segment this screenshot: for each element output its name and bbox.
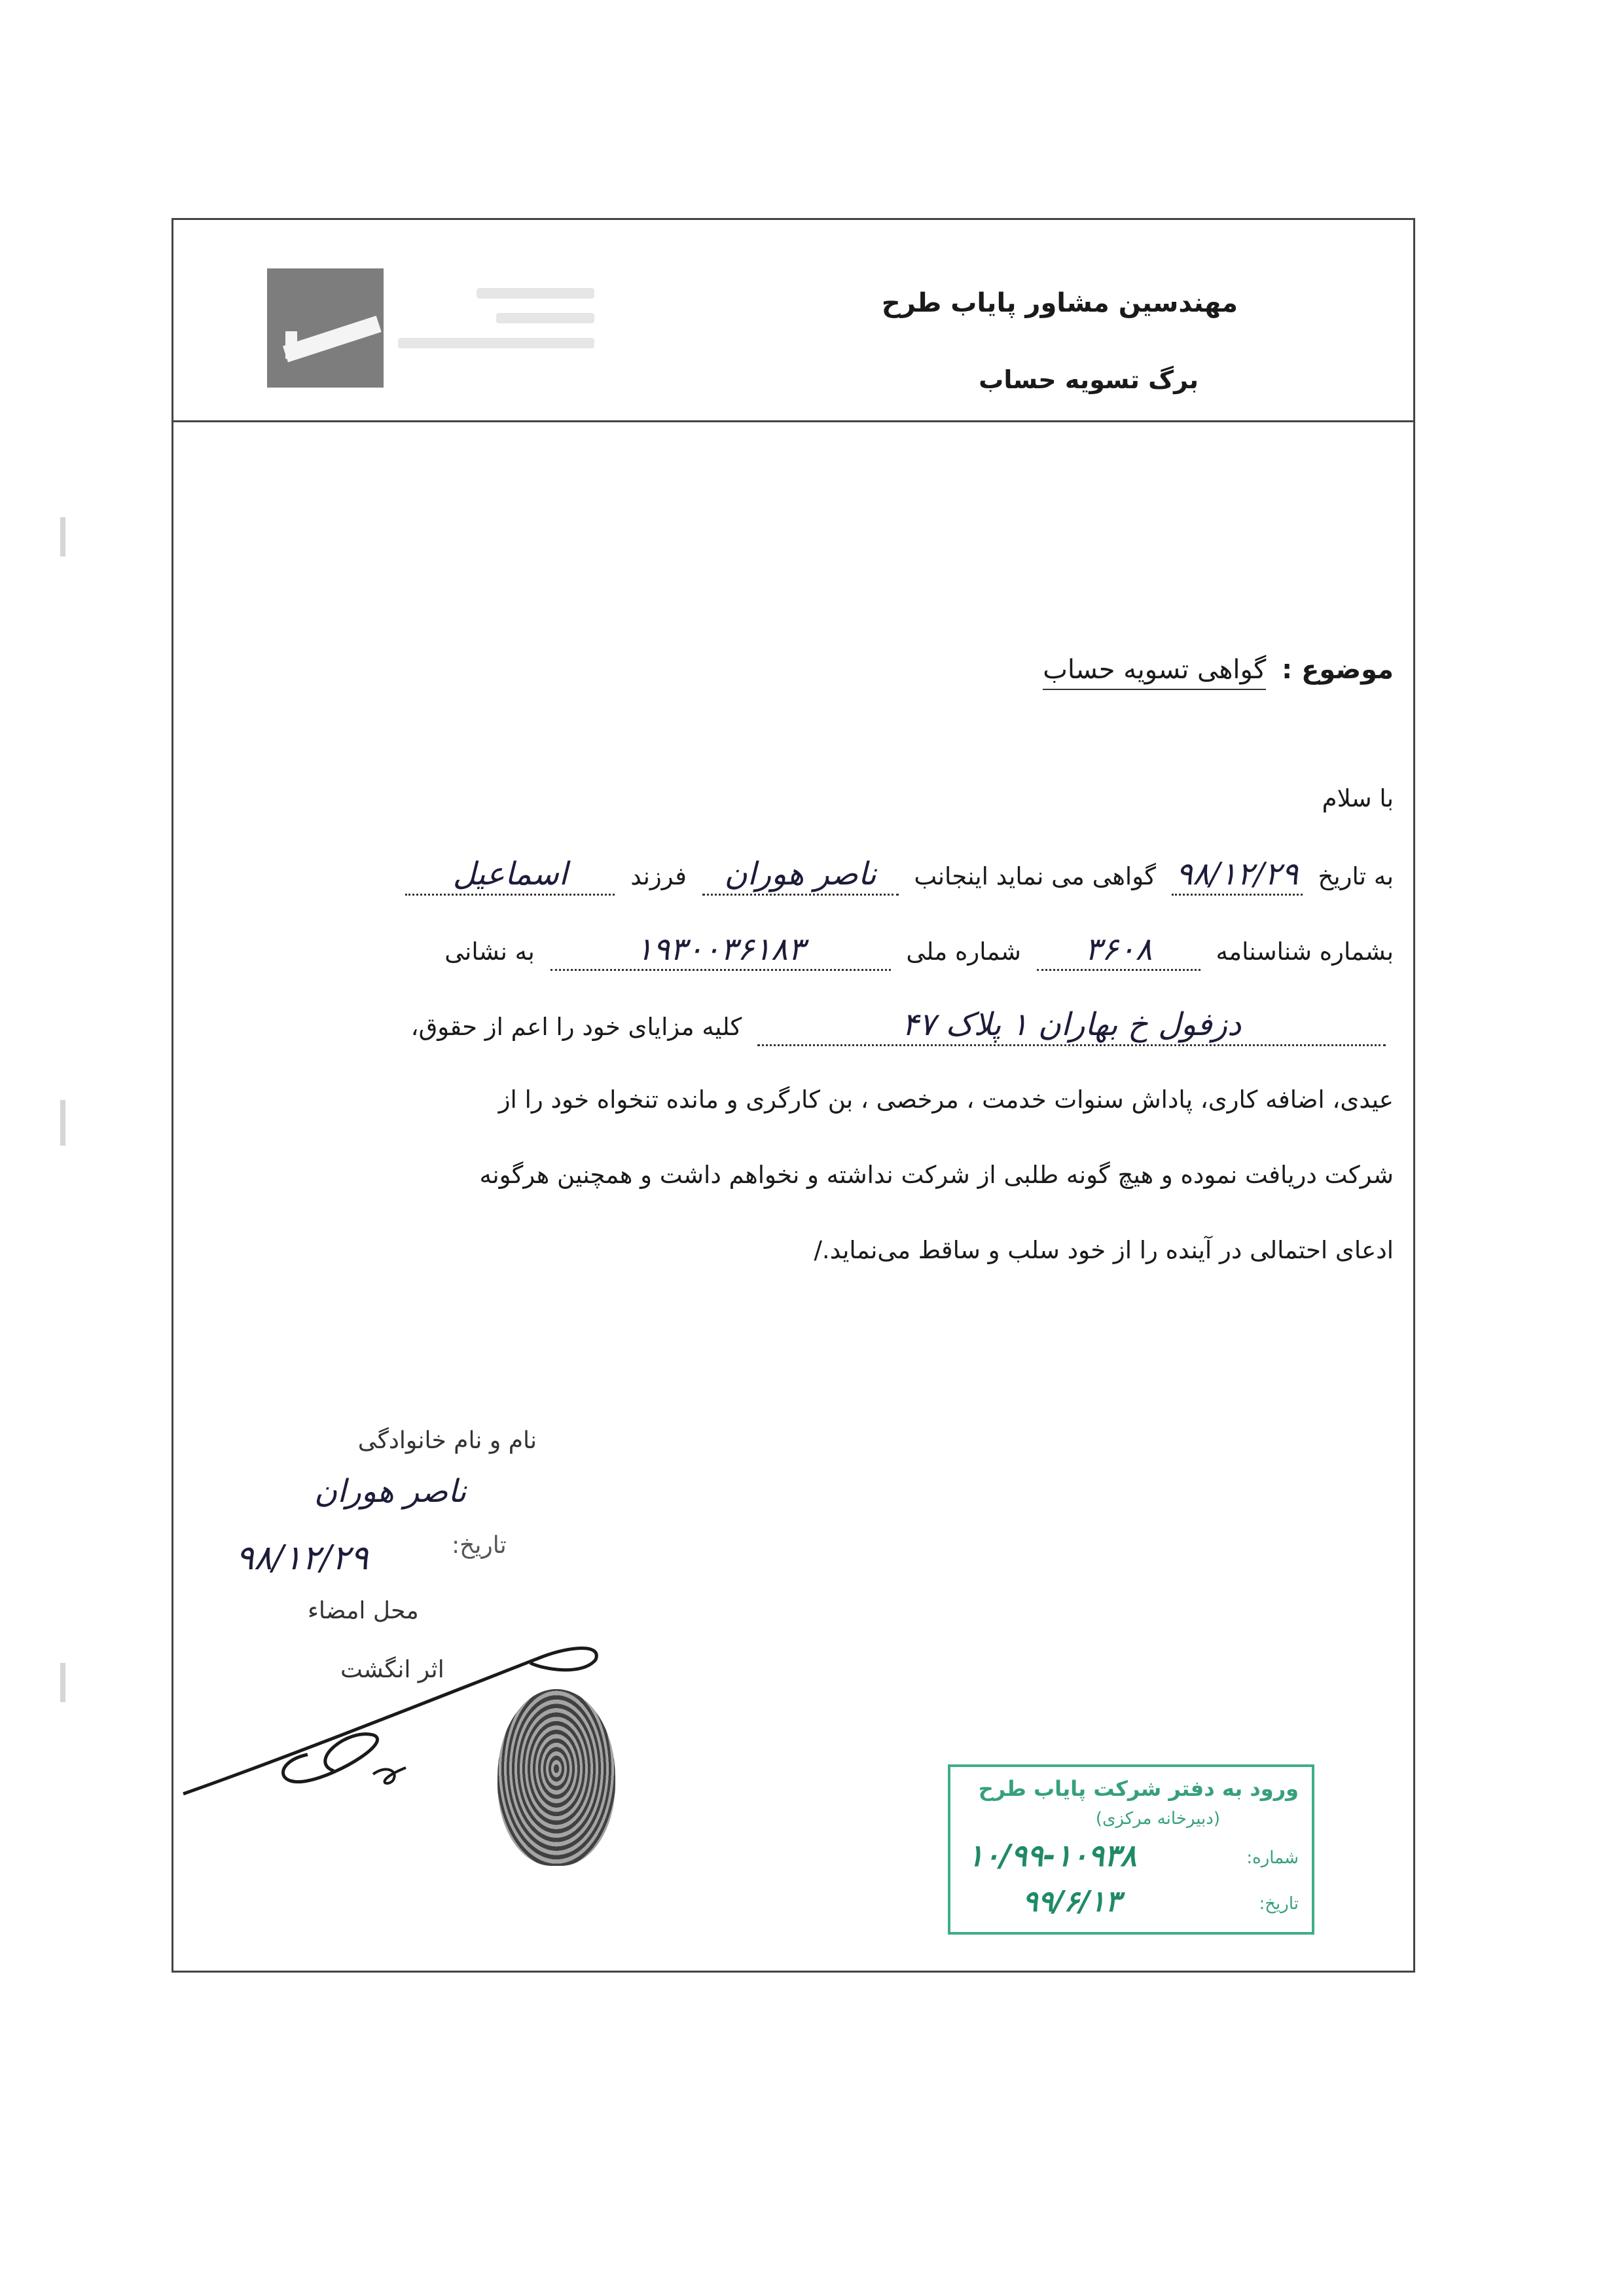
company-name: مهندسین مشاور پایاب طرح [881,288,1238,318]
body-line-1 [215,854,1394,930]
benefits-text: کلیه مزایای خود را اعم از حقوق، [410,1013,742,1041]
stamp-number-value: ۱۰/۹۹-۱۰۹۳۸ [967,1838,1137,1873]
company-logo [267,268,384,388]
national-id-label: شماره ملی [906,938,1021,966]
date-prefix: به تاریخ [1318,862,1394,890]
name-label: نام و نام خانوادگی [357,1427,537,1454]
subject-label: موضوع : [1282,655,1394,685]
stamp-date-value: ۹۹/۶/۱۳ [1022,1885,1121,1918]
stamp-subtitle: (دبیرخانه مرکزی) [1095,1809,1220,1829]
scan-artifact [60,517,65,556]
signer-name-handwritten: ناصر هوران [314,1473,467,1510]
greeting: با سلام [1322,784,1394,812]
greeting-line [215,779,1394,854]
child-of-label: فرزند [630,862,687,890]
scan-artifact [60,1100,65,1146]
name-handwritten: ناصر هوران [702,854,899,896]
date-handwritten: ۹۸/۱۲/۲۹ [1172,854,1303,896]
id-number-label: بشماره شناسنامه [1216,938,1394,966]
date-label: تاریخ: [452,1532,507,1559]
stamp-date-label: تاریخ: [1259,1894,1299,1914]
body-line-5: شرکت دریافت نموده و هیچ گونه طلبی از شرکت نداشته و نخواهم داشت و همچنین هرگونه [479,1161,1394,1189]
body-line-3 [215,1005,1394,1080]
form-title: برگ تسویه حساب [979,365,1199,394]
fingerprint [497,1689,615,1866]
certificate-body [215,779,1394,1306]
thumbprint-label: اثر انگشت [340,1656,444,1683]
subject-line [1043,655,1394,685]
father-name-handwritten: اسماعیل [405,854,615,896]
national-id-handwritten: ۱۹۳۰۰۳۶۱۸۳ [550,930,891,971]
faded-logo-text [398,288,594,386]
signature-date-handwritten: ۹۸/۱۲/۲۹ [236,1539,369,1578]
registration-stamp [948,1764,1314,1935]
scan-artifact [60,1663,65,1702]
stamp-number-label: شماره: [1246,1848,1299,1868]
stamp-title: ورود به دفتر شرکت پایاب طرح [978,1776,1299,1801]
certify-text: گواهی می نماید اینجانب [914,862,1156,890]
body-line-2 [215,930,1394,1005]
address-handwritten: دزفول خ بهاران ۱ پلاک ۴۷ [757,1005,1386,1046]
signature-block [236,1427,537,1454]
id-number-handwritten: ۳۶۰۸ [1037,930,1200,971]
body-line-6: ادعای احتمالی در آینده را از خود سلب و ساقط می‌نماید./ [814,1236,1394,1264]
subject-value: گواهی تسویه حساب [1043,655,1266,690]
address-label: به نشانی [444,938,535,966]
signature-place-label: محل امضاء [308,1597,419,1624]
body-line-4: عیدی، اضافه کاری، پاداش سنوات خدمت ، مرخصی ، بن کارگری و مانده تنخواه خود را از [498,1085,1394,1114]
header-divider [171,420,1415,422]
